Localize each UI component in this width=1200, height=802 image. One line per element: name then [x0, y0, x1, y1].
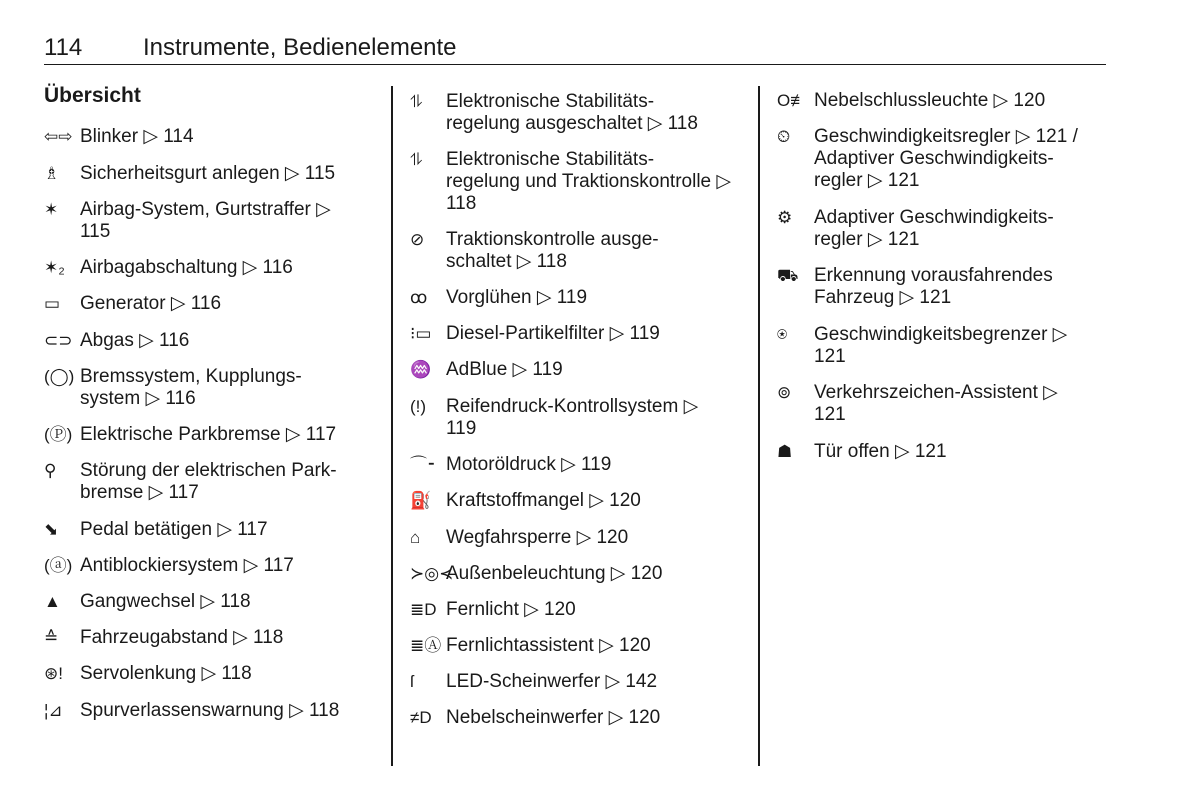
engine-icon: ⊂⊃ — [44, 331, 73, 350]
abs-icon: (ⓐ) — [44, 556, 73, 575]
tire-pressure-icon: (!) — [410, 397, 427, 416]
item-text: Nebelscheinwerfer ▷ 120 — [446, 707, 661, 728]
gear-shift-icon: ▲ — [44, 592, 61, 611]
item-text: Fahrzeugabstand ▷ 118 — [80, 627, 284, 648]
item-text: Kraftstoffmangel ▷ 120 — [446, 490, 641, 511]
turn-signal-icon: ⇦⇨ — [44, 127, 73, 146]
item-text: Erkennung vorausfahrendes Fahrzeug ▷ 121 — [814, 265, 1053, 308]
item-text: Reifendruck-Kontrollsystem ▷ 119 — [446, 396, 699, 439]
item-text: Wegfahrsperre ▷ 120 — [446, 527, 629, 548]
vehicle-distance-icon: ≙ — [44, 628, 59, 647]
page-title: Instrumente, Bedienelemente — [143, 34, 457, 61]
item-text: Pedal betätigen ▷ 117 — [80, 519, 268, 540]
item-text: Elektronische Stabilitäts- regelung und Traktionskontrolle ▷ 118 — [446, 149, 731, 214]
page-header — [44, 34, 1106, 65]
item-text: Tür offen ▷ 121 — [814, 441, 947, 462]
item-text: Verkehrszeichen-Assistent ▷ 121 — [814, 382, 1058, 425]
column-divider — [758, 86, 760, 766]
item-text: Servolenkung ▷ 118 — [80, 663, 252, 684]
traffic-sign-icon: ⊚ — [777, 383, 792, 402]
lane-departure-icon: ¦⊿ — [44, 701, 63, 720]
item-text: Blinker ▷ 114 — [80, 126, 194, 147]
item-text: AdBlue ▷ 119 — [446, 359, 563, 380]
item-text: Nebelschlussleuchte ▷ 120 — [814, 90, 1046, 111]
item-text: Motoröldruck ▷ 119 — [446, 454, 612, 475]
speed-limiter-icon: ⍟ — [777, 325, 788, 344]
particle-filter-icon: ⁝▭ — [410, 324, 432, 343]
item-text: Generator ▷ 116 — [80, 293, 222, 314]
vehicle-ahead-icon: ⛟ — [777, 266, 799, 285]
brake-icon: (◯) — [44, 367, 75, 386]
item-text: Gangwechsel ▷ 118 — [80, 591, 251, 612]
oil-pressure-icon: ⌒⁃ — [410, 455, 436, 474]
glow-plug-icon: ꝏ — [410, 288, 428, 307]
exterior-light-icon: ≻◎≺ — [410, 564, 454, 583]
parking-brake-icon: (Ⓟ) — [44, 425, 73, 444]
item-text: Traktionskontrolle ausge- schaltet ▷ 118 — [446, 229, 659, 272]
overview-heading: Übersicht — [44, 84, 141, 107]
item-text: Abgas ▷ 116 — [80, 330, 190, 351]
airbag-off-icon: ✶₂ — [44, 258, 65, 277]
item-text: Vorglühen ▷ 119 — [446, 287, 588, 308]
item-text: Störung der elektrischen Park- bremse ▷ 117 — [80, 460, 337, 503]
item-text: Sicherheitsgurt anlegen ▷ 115 — [80, 163, 336, 184]
rear-fog-light-icon: O≢ — [777, 91, 808, 110]
item-text: Diesel-Partikelfilter ▷ 119 — [446, 323, 660, 344]
immobilizer-icon: ⌂ — [410, 528, 421, 547]
item-text: Geschwindigkeitsregler ▷ 121 / Adaptiver Geschwindigkeits- regler ▷ 121 — [814, 126, 1078, 191]
adblue-icon: ♒ — [410, 360, 432, 379]
esc-icon: ⥮ — [410, 150, 423, 169]
item-text: Adaptiver Geschwindigkeits- regler ▷ 121 — [814, 207, 1054, 250]
pedal-icon: ⬊ — [44, 520, 59, 539]
adaptive-cruise-icon: ⚙ — [777, 208, 793, 227]
item-text: Elektronische Stabilitäts- regelung ausgeschaltet ▷ 118 — [446, 91, 698, 134]
item-text: Fernlicht ▷ 120 — [446, 599, 576, 620]
high-beam-icon: ≣D — [410, 600, 437, 619]
battery-icon: ▭ — [44, 294, 61, 313]
traction-off-icon: ⊘ — [410, 230, 425, 249]
item-text: Antiblockiersystem ▷ 117 — [80, 555, 294, 576]
item-text: Elektrische Parkbremse ▷ 117 — [80, 424, 337, 445]
power-steering-icon: ⊛! — [44, 664, 63, 683]
esc-off-icon: ⥮ — [410, 92, 423, 111]
page-number: 114 — [44, 34, 83, 61]
door-open-icon: ☗ — [777, 442, 793, 461]
item-text: Airbagabschaltung ▷ 116 — [80, 257, 293, 278]
airbag-icon: ✶ — [44, 200, 59, 219]
column-divider — [391, 86, 393, 766]
item-text: Außenbeleuchtung ▷ 120 — [446, 563, 663, 584]
parking-brake-fault-icon: ⚲ — [44, 461, 57, 480]
item-text: Geschwindigkeitsbegrenzer ▷ 121 — [814, 324, 1068, 367]
seatbelt-icon: ♗ — [44, 164, 60, 183]
item-text: Bremssystem, Kupplungs- system ▷ 116 — [80, 366, 302, 409]
cruise-control-icon: ⏲ — [777, 127, 791, 146]
item-text: Airbag-System, Gurtstraffer ▷ 115 — [80, 199, 331, 242]
item-text: Spurverlassenswarnung ▷ 118 — [80, 700, 340, 721]
high-beam-assist-icon: ≣Ⓐ — [410, 636, 442, 655]
fuel-icon: ⛽ — [410, 491, 432, 510]
item-text: LED-Scheinwerfer ▷ 142 — [446, 671, 658, 692]
fog-light-icon: ≠D — [410, 708, 432, 727]
led-headlight-icon: ſ — [410, 672, 414, 691]
item-text: Fernlichtassistent ▷ 120 — [446, 635, 651, 656]
